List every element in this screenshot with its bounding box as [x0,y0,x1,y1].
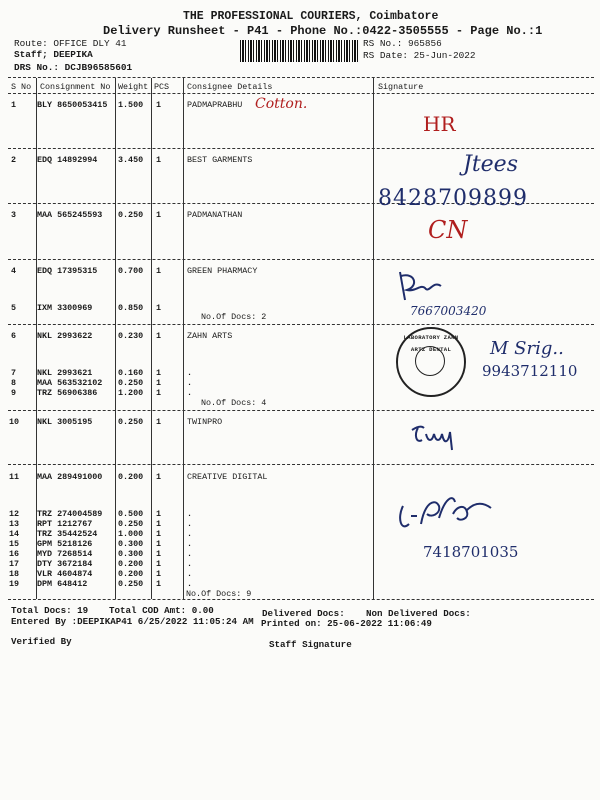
row-sno: 18 [9,569,20,579]
row-pcs: 1 [156,100,162,110]
row-weight: 1.000 [118,529,144,539]
divider [8,77,594,78]
col-line [183,78,184,599]
row-consignee: . [187,368,193,378]
row-consignee: GREEN PHARMACY [187,266,258,276]
row-sno: 11 [9,472,20,482]
row-sno: 12 [9,509,20,519]
row-sno: 15 [9,539,20,549]
staff-signature: Staff Signature [269,639,352,650]
row-pcs: 1 [156,472,162,482]
row-consignment: EDQ 17395315 [37,266,98,276]
row-sno: 5 [11,303,17,313]
col-weight: Weight [118,82,149,92]
row-consignee: . [187,519,193,529]
row-consignment: DTY 3672184 [37,559,93,569]
row-consignment: MAA 565245593 [37,210,103,220]
row-sno: 16 [9,549,20,559]
row-sno: 9 [11,388,17,398]
row-consignment: MYD 7268514 [37,549,93,559]
row-pcs: 1 [156,378,162,388]
runsheet-title: Delivery Runsheet - P41 - Phone No.:0422-3505555 - Page No.:1 [103,24,543,38]
divider [8,148,594,149]
row-consignee: . [187,529,193,539]
row-pcs: 1 [156,331,162,341]
col-pcs: PCS [154,82,170,92]
row-consignee: CREATIVE DIGITAL [187,472,268,482]
col-line [373,78,374,599]
row-consignment: NKL 2993621 [37,368,93,378]
row-sno: 2 [11,155,17,165]
divider [8,93,594,94]
row-weight: 3.450 [118,155,144,165]
printed-on: Printed on: 25-06-2022 11:06:49 [261,618,432,629]
drs-number: DRS No.: DCJB96585601 [14,62,133,73]
row-consignee: BEST GARMENTS [187,155,253,165]
row-consignment: DPM 648412 [37,579,88,589]
row-pcs: 1 [156,388,162,398]
handwritten-initials: HR [423,112,456,136]
non-delivered-docs: Non Delivered Docs: [366,608,471,619]
col-signature: Signature [378,82,424,92]
row-consignee: . [187,509,193,519]
row-weight: 0.850 [118,303,144,313]
row-consignment: RPT 1212767 [37,519,93,529]
row-weight: 0.200 [118,559,144,569]
row-consignee: PADMAPRABHU [187,100,243,110]
row-sno: 8 [11,378,17,388]
row-weight: 0.300 [118,549,144,559]
handwritten-signature: Jtees [463,152,518,177]
row-consignee: PADMANATHAN [187,210,243,220]
col-sno: S No [11,82,32,92]
row-pcs: 1 [156,559,162,569]
row-consignment: TRZ 35442524 [37,529,98,539]
col-consignee: Consignee Details [187,82,273,92]
row-sno: 4 [11,266,17,276]
row-consignee: . [187,569,193,579]
row-consignment: VLR 4604874 [37,569,93,579]
row-consignee: . [187,378,193,388]
verified-by: Verified By [11,636,72,647]
row-consignee: . [187,388,193,398]
handwritten-signature-icon [395,266,445,306]
col-line [115,78,116,599]
docs-count: No.Of Docs: 2 [201,312,267,322]
total-cod: Total COD Amt: 0.00 [109,605,214,616]
row-pcs: 1 [156,509,162,519]
row-pcs: 1 [156,569,162,579]
barcode [240,40,358,62]
row-sno: 10 [9,417,20,427]
handwritten-phone: 7667003420 [410,304,487,318]
handwritten-signature-icon [408,420,468,454]
row-consignment: BLY 8650053415 [37,100,108,110]
delivered-docs: Delivered Docs: [262,608,345,619]
col-consignment: Consignment No [40,82,111,92]
row-weight: 0.230 [118,331,144,341]
row-sno: 6 [11,331,17,341]
divider [8,324,594,325]
divider [8,410,594,411]
row-consignment: NKL 3005195 [37,417,93,427]
handwritten-signature-icon [395,488,495,536]
row-consignee: . [187,559,193,569]
divider [8,599,594,600]
rs-number: RS No.: 965856 [363,38,442,49]
handwritten-signature: M Srig.. [490,338,564,359]
handwritten-phone: 9943712110 [482,362,578,380]
handwritten-phone: 7418701035 [423,543,519,561]
row-consignee: TWINPRO [187,417,223,427]
row-sno: 7 [11,368,17,378]
row-weight: 1.200 [118,388,144,398]
docs-count: No.Of Docs: 9 [186,589,252,599]
row-weight: 0.300 [118,539,144,549]
row-weight: 0.250 [118,378,144,388]
row-sno: 3 [11,210,17,220]
laboratory-stamp [396,327,466,397]
stamp-text: LABORATORY ZAHN ARTZ DENTAL [403,334,459,353]
docs-count: No.Of Docs: 4 [201,398,267,408]
row-pcs: 1 [156,579,162,589]
row-weight: 0.250 [118,417,144,427]
row-weight: 0.250 [118,210,144,220]
divider [8,464,594,465]
row-weight: 0.200 [118,472,144,482]
row-pcs: 1 [156,155,162,165]
row-pcs: 1 [156,539,162,549]
row-consignment: NKL 2993622 [37,331,93,341]
route-label: Route: OFFICE DLY 41 [14,38,127,49]
company-name: THE PROFESSIONAL COURIERS, Coimbatore [183,10,439,23]
row-consignment: TRZ 274004589 [37,509,103,519]
row-pcs: 1 [156,368,162,378]
divider [8,259,594,260]
row-weight: 0.700 [118,266,144,276]
entered-by: Entered By :DEEPIKAP41 6/25/2022 11:05:24 AM [11,616,254,627]
row-consignee: . [187,579,193,589]
row-consignee: . [187,549,193,559]
row-sno: 17 [9,559,20,569]
row-consignment: MAA 289491000 [37,472,103,482]
row-pcs: 1 [156,303,162,313]
handwritten-initials: CN [428,216,468,244]
handwritten-phone: 8428709899 [378,186,528,211]
row-consignment: MAA 563532102 [37,378,103,388]
total-docs: Total Docs: 19 [11,605,89,616]
row-weight: 1.500 [118,100,144,110]
row-consignee: ZAHN ARTS [187,331,233,341]
row-consignment: TRZ 56906386 [37,388,98,398]
row-weight: 0.200 [118,569,144,579]
row-pcs: 1 [156,417,162,427]
row-consignment: EDQ 14892994 [37,155,98,165]
row-sno: 1 [11,100,17,110]
row-pcs: 1 [156,549,162,559]
row-weight: 0.250 [118,579,144,589]
row-pcs: 1 [156,210,162,220]
col-line [151,78,152,599]
row-sno: 13 [9,519,20,529]
row-pcs: 1 [156,266,162,276]
row-consignment: IXM 3300969 [37,303,93,313]
row-consignment: GPM 5218126 [37,539,93,549]
handwritten-note: Cotton. [255,96,308,112]
row-pcs: 1 [156,519,162,529]
row-weight: 0.160 [118,368,144,378]
row-sno: 19 [9,579,20,589]
row-consignee: . [187,539,193,549]
staff-label: Staff; DEEPIKA [14,49,93,60]
row-sno: 14 [9,529,20,539]
row-weight: 0.500 [118,509,144,519]
rs-date: RS Date: 25-Jun-2022 [363,50,476,61]
row-pcs: 1 [156,529,162,539]
row-weight: 0.250 [118,519,144,529]
